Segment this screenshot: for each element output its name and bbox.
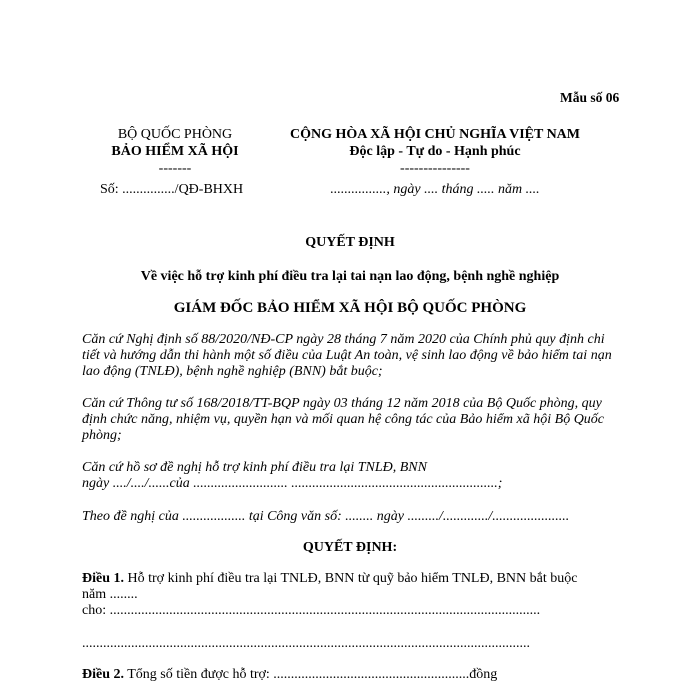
article-2-text: Tổng số tiền được hỗ trợ: ........................................................đồng	[124, 667, 498, 682]
article-1-year: năm ........	[82, 587, 138, 602]
form-number: Mẫu số 06	[560, 90, 620, 105]
document-title: QUYẾT ĐỊNH	[305, 235, 395, 250]
basis-paragraph-3-line-1: Căn cứ hồ sơ đề nghị hỗ trợ kinh phí điều tra lại TNLĐ, BNN	[82, 460, 427, 475]
document-subject: Về việc hỗ trợ kinh phí điều tra lại tai nạn lao động, bệnh nghề nghiệp	[140, 269, 560, 284]
article-2-label: Điều 2.	[82, 667, 124, 682]
ministry-name: BỘ QUỐC PHÒNG	[117, 127, 233, 142]
agency-name: BẢO HIỂM XÃ HỘI	[111, 144, 239, 159]
basis-paragraph-3-line-2: ngày ..../..../......của ........................... ...........................................................;	[82, 476, 503, 491]
country-name: CỘNG HÒA XÃ HỘI CHỦ NGHĨA VIỆT NAM	[289, 127, 580, 142]
document-number: Số: .............../QĐ-BHXH	[100, 182, 244, 197]
basis-paragraph-2: Căn cứ Thông tư số 168/2018/TT-BQP ngày 03 tháng 12 năm 2018 của Bộ Quốc phòng, quy định chức năng, nhiệm vụ, quyền hạn và mối quan hệ công tác của Bảo hiểm xã hội Bộ Quốc phòng;	[82, 396, 605, 443]
left-divider: -------	[158, 161, 192, 176]
article-1	[82, 571, 577, 587]
date-line: ................, ngày .... tháng ..... năm ....	[330, 182, 540, 197]
article-1-recipient: cho: ...........................................................................................................................	[82, 603, 541, 618]
article-2	[82, 667, 497, 683]
basis-paragraph-1: Căn cứ Nghị định số 88/2020/NĐ-CP ngày 28 tháng 7 năm 2020 của Chính phủ quy định chi tiết và hướng dẫn thi hành một số điều của Luật An toàn, vệ sinh lao động về bảo hiểm tai nạn lao động (TNLĐ), bệnh nghề nghiệp (BNN) bắt buộc;	[82, 332, 612, 379]
decision-heading: QUYẾT ĐỊNH:	[302, 540, 398, 555]
article-1-text: Hỗ trợ kinh phí điều tra lại TNLĐ, BNN từ quỹ bảo hiểm TNLĐ, BNN bắt buộc	[124, 571, 578, 586]
authority-title: GIÁM ĐỐC BẢO HIỂM XÃ HỘI BỘ QUỐC PHÒNG	[173, 300, 527, 316]
basis-paragraph-4: Theo đề nghị của .................. tại Công văn số: ........ ngày ........./............./......................	[82, 509, 570, 524]
right-divider: ---------------	[400, 161, 470, 176]
article-1-label: Điều 1.	[82, 571, 124, 586]
motto: Độc lập - Tự do - Hạnh phúc	[349, 144, 521, 159]
article-1-recipient-continued: ................................................................................................................................	[82, 636, 530, 651]
